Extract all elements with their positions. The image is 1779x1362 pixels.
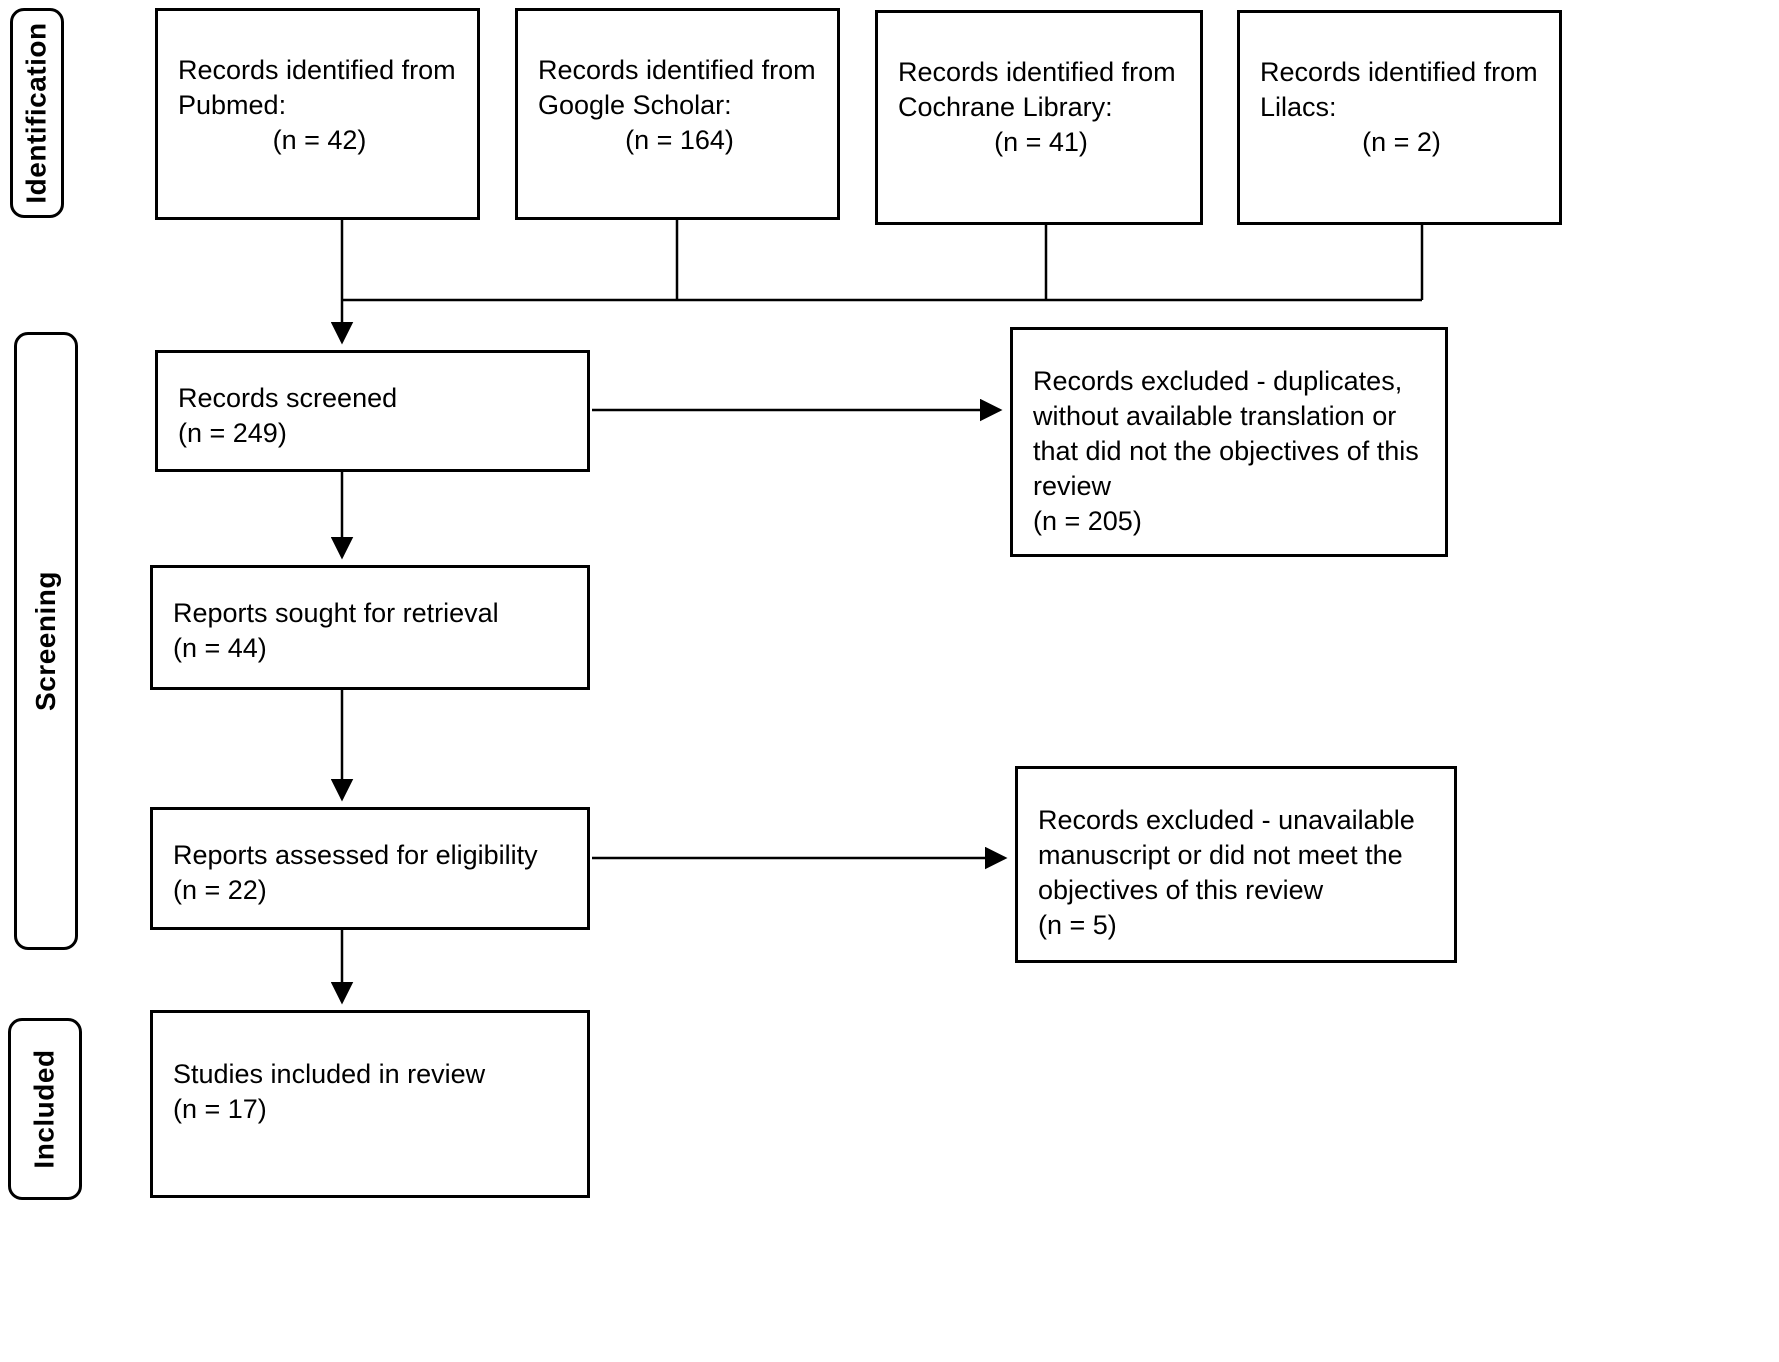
flow-box-reports-sought-label: Reports sought for retrieval bbox=[173, 598, 499, 628]
exclusion-box-screening-text: Records excluded - duplicates, without available translation or that did not the objectives of this review bbox=[1033, 366, 1419, 502]
flow-box-reports-assessed-count: (n = 22) bbox=[173, 875, 267, 906]
source-box-cochrane bbox=[875, 10, 1203, 225]
source-box-pubmed-label: Records identified from Pubmed: bbox=[178, 55, 456, 121]
stage-label-screening bbox=[14, 332, 78, 950]
flow-box-records-screened-label: Records screened bbox=[178, 383, 398, 413]
stage-label-screening-text: Screening bbox=[30, 571, 62, 711]
flow-box-records-screened bbox=[155, 350, 590, 472]
flow-box-studies-included-label: Studies included in review bbox=[173, 1059, 486, 1089]
source-box-cochrane-label: Records identified from Cochrane Library: bbox=[898, 57, 1176, 123]
source-box-pubmed-count: (n = 42) bbox=[272, 125, 367, 156]
flow-box-reports-assessed bbox=[150, 807, 590, 930]
source-box-google-scholar-label: Records identified from Google Scholar: bbox=[538, 55, 816, 121]
source-box-lilacs-label: Records identified from Lilacs: bbox=[1260, 57, 1538, 123]
flow-box-reports-sought bbox=[150, 565, 590, 690]
source-box-google-scholar bbox=[515, 8, 840, 220]
flow-box-reports-assessed-label: Reports assessed for eligibility bbox=[173, 840, 538, 870]
exclusion-box-eligibility-text: Records excluded - unavailable manuscript or did not meet the objectives of this review bbox=[1038, 805, 1415, 906]
source-box-lilacs bbox=[1237, 10, 1562, 225]
flow-box-reports-sought-count: (n = 44) bbox=[173, 633, 267, 664]
flow-box-records-screened-count: (n = 249) bbox=[178, 418, 287, 449]
source-box-cochrane-count: (n = 41) bbox=[994, 127, 1088, 158]
exclusion-box-screening-count: (n = 205) bbox=[1033, 506, 1142, 537]
flow-box-studies-included-count: (n = 17) bbox=[173, 1094, 267, 1125]
source-box-pubmed bbox=[155, 8, 480, 220]
exclusion-box-eligibility-count: (n = 5) bbox=[1038, 910, 1117, 941]
stage-label-identification-text: Identification bbox=[21, 22, 53, 204]
source-box-google-scholar-count: (n = 164) bbox=[625, 125, 734, 156]
source-box-lilacs-count: (n = 2) bbox=[1362, 127, 1441, 158]
stage-label-identification bbox=[10, 8, 64, 218]
exclusion-box-eligibility bbox=[1015, 766, 1457, 963]
flow-box-studies-included bbox=[150, 1010, 590, 1198]
exclusion-box-screening bbox=[1010, 327, 1448, 557]
stage-label-included-text: Included bbox=[29, 1049, 60, 1169]
stage-label-included bbox=[8, 1018, 82, 1200]
